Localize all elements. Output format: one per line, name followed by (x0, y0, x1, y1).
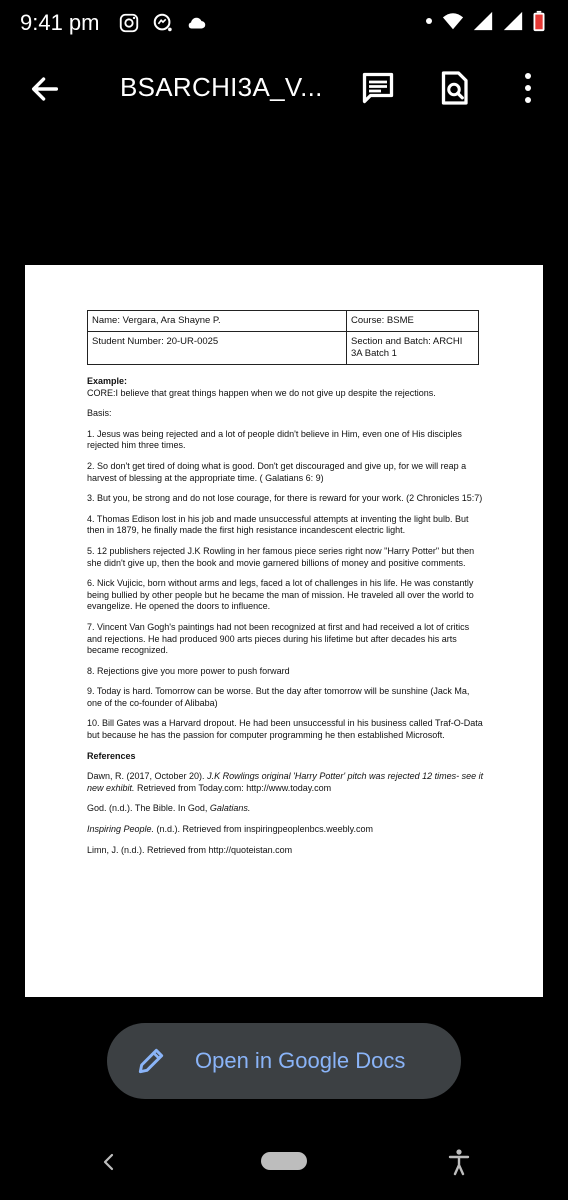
status-bar (0, 0, 568, 44)
find-in-page-icon[interactable] (436, 70, 472, 106)
reference-item (87, 771, 485, 794)
example-heading: Example: (87, 376, 128, 386)
basis-item: 6. Nick Vujicic, born without arms and legs, faced a lot of challenges in his life. He was constantly being bullied by other people but he became the man of mission. He traveled all over the world to evangelize. He opened the doors to influence. (87, 578, 474, 612)
instagram-icon (118, 12, 140, 34)
reference-item (87, 824, 485, 836)
basis-item: 8. Rejections give you more power to push forward (87, 665, 290, 676)
signal-icon (472, 10, 494, 32)
core-statement: CORE:I believe that great things happen when we do not give up despite the rejections. (87, 387, 436, 398)
cloud-icon (186, 12, 208, 34)
basis-item: 7. Vincent Van Gogh's paintings had not been recognized at first and had received a lot of critics and rejections. He had produced 900 arts pieces during his lifetime but after decades his arts became recognized. (87, 621, 470, 656)
basis-label: Basis: (87, 408, 112, 419)
table-row (88, 332, 479, 365)
basis-item: 4. Thomas Edison lost in his job and made unsuccessful attempts at inventing the light bulb. But then in 1879, he finally made the first high resistance incandescent electric light. (87, 513, 469, 536)
document-title: BSARCHI3A_V... (120, 72, 323, 102)
references-heading: References (87, 750, 136, 761)
table-row (88, 311, 479, 332)
basis-item: 9. Today is hard. Tomorrow can be worse. But the day after tomorrow will be sunshine (Jack Ma, one of the co-founder of Alibaba) (87, 686, 470, 708)
back-arrow-icon[interactable] (28, 72, 62, 106)
wifi-icon (442, 10, 464, 32)
basis-item: 2. So don't get tired of doing what is good. Don't get discouraged and give up, for we will reap a harvest of blessing at the appropriate time. ( Galatians 6: 9) (87, 460, 467, 483)
basis-item: 5. 12 publishers rejected J.K Rowling in her famous piece series right now "Harry Potter" but then she didn't give up, then the book and movie garnered billions of money and positive comments. (87, 545, 475, 568)
reference-title: Inspiring People. (87, 824, 155, 835)
status-time: 9:41 pm (20, 10, 100, 35)
status-notification-icons (118, 12, 208, 34)
course-cell: Course: BSME (347, 311, 479, 332)
student-number-cell: Student Number: 20-UR-0025 (88, 332, 347, 365)
section-cell: Section and Batch: ARCHI 3A Batch 1 (347, 332, 479, 365)
battery-icon (532, 10, 546, 32)
document-body (87, 376, 485, 865)
document-page[interactable] (25, 265, 543, 997)
reference-item (87, 803, 485, 815)
reference-text: (n.d.). Retrieved from inspiringpeoplenbcs.weebly.com (154, 824, 373, 835)
messenger-icon (152, 12, 174, 34)
navigation-bar (0, 1130, 568, 1200)
app-bar (0, 60, 568, 120)
reference-title: J.K Rowlings original 'Harry Potter' pitch was rejected 12 times- see it new exhibit. (87, 771, 484, 793)
status-system-icons (424, 10, 546, 32)
name-cell: Name: Vergara, Ara Shayne P. (88, 311, 347, 332)
reference-item (87, 845, 485, 857)
open-in-google-docs-label: Open in Google Docs (195, 1048, 406, 1073)
reference-text: Retrieved from Today.com: http://www.today.com (134, 782, 332, 793)
basis-item: 3. But you, be strong and do not lose courage, for there is reward for your work. (2 Chronicles 15:7) (87, 493, 483, 504)
references-list (87, 771, 485, 856)
reference-text: God. (n.d.). The Bible. In God, (87, 803, 210, 814)
nav-back-icon[interactable] (98, 1150, 120, 1174)
open-in-google-docs-button[interactable] (107, 1023, 461, 1099)
reference-text: Limn, J. (n.d.). Retrieved from http://quoteistan.com (87, 844, 293, 855)
reference-title: Galatians. (209, 803, 251, 814)
dot-icon (424, 10, 434, 32)
accessibility-icon[interactable] (446, 1148, 472, 1176)
home-pill[interactable] (261, 1152, 307, 1170)
more-vert-icon[interactable] (514, 70, 542, 106)
student-info-table (87, 310, 479, 365)
pencil-icon (135, 1045, 167, 1077)
reference-text: Dawn, R. (2017, October 20). (87, 771, 208, 782)
basis-item: 1. Jesus was being rejected and a lot of people didn't believe in Him, even one of His disciples rejected him three times. (87, 428, 462, 451)
basis-item: 10. Bill Gates was a Harvard dropout. He had been unsuccessful in his business called Traf-O-Data but because he has the passion for computer programming he then established Microsoft. (87, 718, 483, 741)
comments-icon[interactable] (360, 70, 396, 106)
signal-icon (502, 10, 524, 32)
